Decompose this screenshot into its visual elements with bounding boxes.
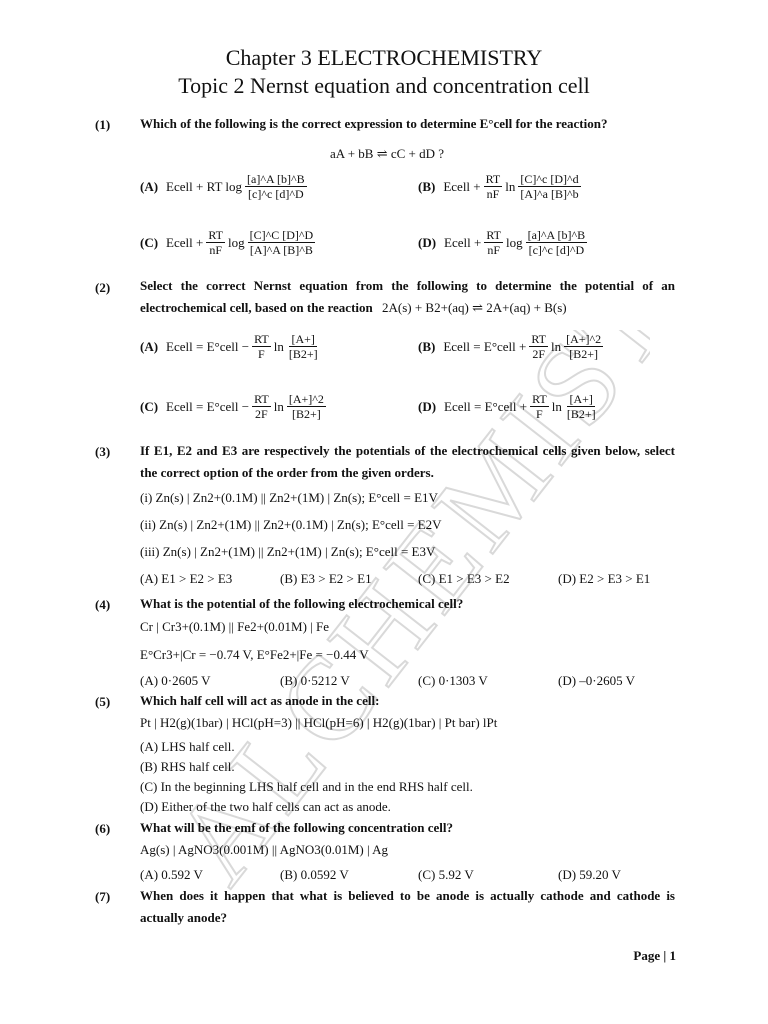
option-a: (A) 0·2605 V [140,673,211,688]
fraction [526,228,588,257]
cell-notation: (i) Zn(s) | Zn2+(0.1M) || Zn2+(1M) | Zn(s); E°cell = E1V [140,490,438,505]
fraction-numerator: RT [254,332,269,346]
log-operator: ln [273,398,284,414]
reaction-equation: aA + bB ⇌ cC + dD ? [330,146,445,161]
option-expression: Ecell = E°cell − [166,398,250,414]
option-label: (B) [418,338,436,354]
option-label: (D) [418,398,437,414]
log-operator: ln [273,338,284,354]
question-number: (5) [95,694,111,709]
fraction-denominator: 2F [532,347,546,361]
fraction [248,228,316,257]
fraction-numerator: [a]^A [b]^B [527,228,586,242]
option-expression: Ecell + [443,178,481,194]
cell-notation: Ag(s) | AgNO3(0.001M) || AgNO3(0.01M) | Ag [140,842,389,857]
reaction-equation: 2A(s) + B2+(aq) ⇌ 2A+(aq) + B(s) [382,300,567,315]
fraction-denominator: [A]^a [B]^b [520,187,579,201]
question-text [140,275,675,319]
fraction [518,172,580,201]
log-operator: log [505,234,523,250]
fraction-denominator: [c]^c [d]^D [528,243,585,257]
fraction-numerator: [C]^C [D]^D [249,228,314,242]
fraction [564,332,603,361]
option-expression: Ecell = E°cell − [166,338,250,354]
fraction-denominator: 2F [255,407,268,421]
question-number: (6) [95,821,111,836]
fraction-numerator: [A+]^2 [566,332,602,346]
option-b: (B) RHS half cell. [140,759,235,774]
option-d: (D) Either of the two half cells can act as anode. [140,799,391,814]
option-b [418,172,584,201]
question-text: Which of the following is the correct expression to determine E°cell for the reaction? [140,116,608,131]
question-number: (2) [95,280,111,295]
coefficient-fraction [484,172,503,201]
option-label: (D) [418,234,437,250]
option-c: (C) In the beginning LHS half cell and in the end RHS half cell. [140,779,473,794]
cell-notation: Cr | Cr3+(0.1M) || Fe2+(0.01M) | Fe [140,619,330,634]
fraction-denominator: [B2+] [566,407,596,421]
option-c: (C) 5.92 V [418,867,474,882]
fraction [287,392,326,421]
fraction-denominator: nF [486,187,500,201]
option-expression: Ecell = E°cell + [444,398,528,414]
option-label: (C) [140,234,159,250]
cell-notation: (ii) Zn(s) | Zn2+(1M) || Zn2+(0.1M) | Zn(s); E°cell = E2V [140,517,442,532]
fraction-numerator: [A+] [291,332,315,346]
question-number: (3) [95,444,111,459]
fraction-numerator: RT [486,228,501,242]
question-number: (4) [95,597,111,612]
option-a [140,332,323,361]
coefficient-fraction [252,332,271,361]
option-a [140,172,310,201]
page-number: Page | 1 [633,948,676,963]
option-a: (A) LHS half cell. [140,739,235,754]
fraction-denominator: [A]^A [B]^B [249,243,313,257]
option-a: (A) E1 > E2 > E3 [140,571,233,586]
coefficient-fraction [484,228,503,257]
cell-notation: Pt | H2(g)(1bar) | HCl(pH=3) || HCl(pH=6) | H2(g)(1bar) | Pt bar) lPt [140,715,498,730]
fraction-denominator: F [536,407,543,421]
fraction [245,172,307,201]
topic-title: Topic 2 Nernst equation and concentration cell [178,73,590,98]
fraction-numerator: RT [485,172,501,186]
fraction-numerator: [A+] [569,392,593,406]
question-text: If E1, E2 and E3 are respectively the potentials of the electrochemical cells given below, select the correct option of the order from the given orders. [140,443,675,480]
fraction [287,332,320,361]
fraction-numerator: RT [254,392,269,406]
option-expression: Ecell + RT log [166,178,243,194]
option-b [418,332,606,361]
option-expression: Ecell = E°cell + [443,338,527,354]
coefficient-fraction [529,332,548,361]
given-potentials: E°Cr3+|Cr = −0.74 V, E°Fe2+|Fe = −0.44 V [140,647,369,662]
fraction-denominator: [B2+] [291,407,321,421]
fraction-denominator: nF [487,243,500,257]
option-d [418,392,601,421]
option-c: (C) 0·1303 V [418,673,488,688]
option-a: (A) 0.592 V [140,867,203,882]
option-label: (A) [140,338,159,354]
fraction-denominator: F [258,347,265,361]
option-c [140,228,318,257]
watermark-text: ALCHEMIST [170,330,650,907]
coefficient-fraction [530,392,549,421]
fraction-numerator: [C]^c [D]^d [520,172,579,186]
option-d: (D) –0·2605 V [558,673,636,688]
question-number: (1) [95,117,111,132]
option-d: (D) 59.20 V [558,867,621,882]
fraction-denominator: [B2+] [288,347,318,361]
fraction-numerator: RT [208,228,223,242]
option-expression: Ecell + [166,234,204,250]
question-number: (7) [95,889,111,904]
question-text: Which half cell will act as anode in the cell: [140,693,380,708]
fraction-numerator: RT [531,332,546,346]
option-b: (B) 0·5212 V [280,673,350,688]
option-label: (A) [140,178,159,194]
option-d [418,228,590,257]
option-expression: Ecell + [444,234,482,250]
log-operator: ln [551,338,562,354]
fraction-denominator: nF [209,243,222,257]
log-operator: ln [505,178,516,194]
option-c [140,392,329,421]
coefficient-fraction [206,228,225,257]
fraction-numerator: [a]^A [b]^B [247,172,305,186]
log-operator: ln [551,398,562,414]
fraction [565,392,598,421]
cell-notation: (iii) Zn(s) | Zn2+(1M) || Zn2+(1M) | Zn(s); E°cell = E3V [140,544,436,559]
question-text: What will be the emf of the following concentration cell? [140,820,454,835]
option-label: (B) [418,178,436,194]
option-label: (C) [140,398,159,414]
log-operator: log [227,234,245,250]
question-text-body: Select the correct Nernst equation from the following to determine the potential of an electrochemical cell, based on the reaction [140,278,675,315]
fraction-denominator: [B2+] [569,347,599,361]
question-text: What is the potential of the following electrochemical cell? [140,596,464,611]
option-d: (D) E2 > E3 > E1 [558,571,651,586]
fraction-denominator: [c]^c [d]^D [248,187,304,201]
fraction-numerator: [A+]^2 [288,392,324,406]
option-b: (B) 0.0592 V [280,867,349,882]
option-b: (B) E3 > E2 > E1 [280,571,372,586]
fraction-numerator: RT [532,392,547,406]
option-c: (C) E1 > E3 > E2 [418,571,510,586]
coefficient-fraction [252,392,271,421]
question-text: When does it happen that what is believed to be anode is actually cathode and cathode is actually anode? [140,888,675,925]
chapter-title: Chapter 3 ELECTROCHEMISTRY [225,45,543,70]
